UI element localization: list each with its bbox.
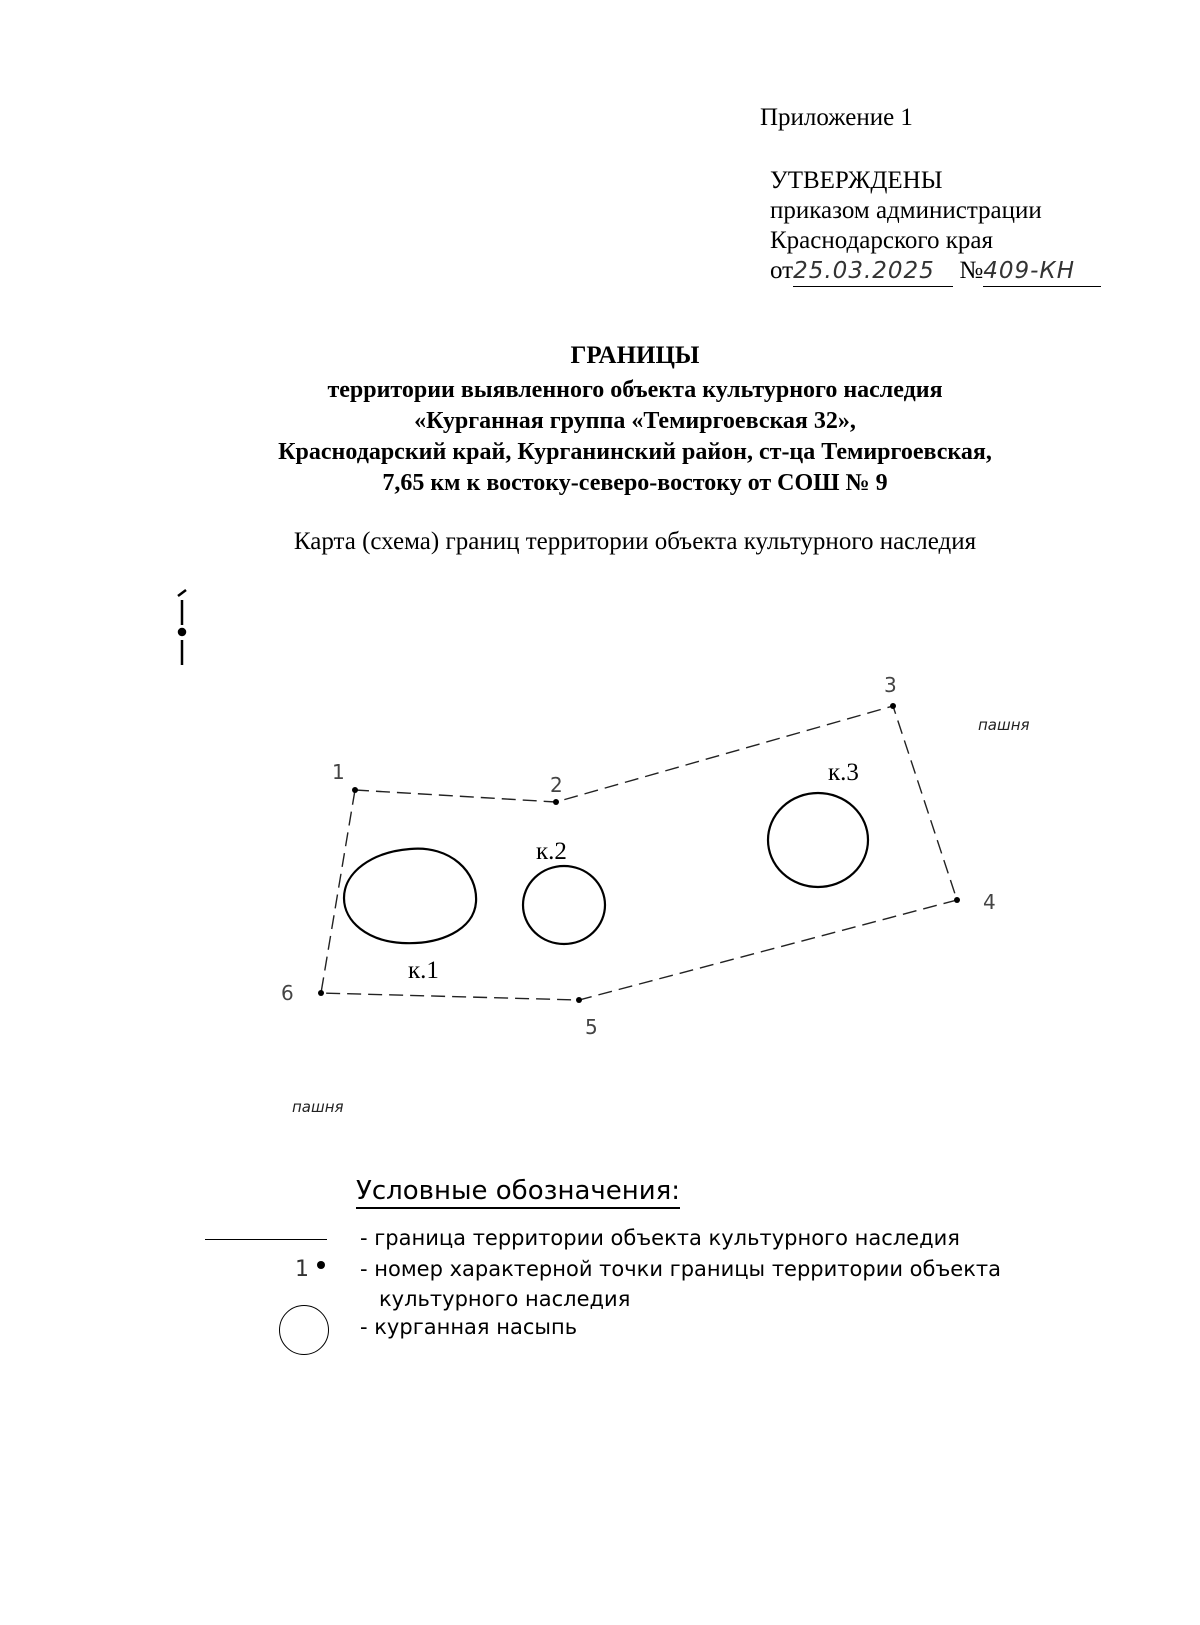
boundary-point-4 — [954, 897, 960, 903]
number-label: № — [959, 257, 984, 284]
from-label: от — [770, 257, 794, 284]
field-label-bottom: пашня — [292, 1098, 344, 1116]
field-label-top: пашня — [978, 716, 1030, 734]
subtitle-line: «Курганная группа «Темиргоевская 32», — [414, 408, 856, 434]
point-label-4: 4 — [983, 890, 996, 914]
subtitle-line: Краснодарский край, Курганинский район, ст-ца Темиргоевская, — [278, 439, 992, 465]
subtitle-line: 7,65 км к востоку-северо-востоку от СОШ № 9 — [382, 470, 888, 496]
approved-title: УТВЕРЖДЕНЫ — [770, 167, 943, 194]
approved-line-2: приказом администрации — [770, 197, 1042, 224]
legend-mound-text: - курганная насыпь — [360, 1315, 578, 1339]
mound-label-1: к.1 — [408, 957, 439, 984]
legend-point-text: - номер характерной точки границы территории объекта — [360, 1257, 1002, 1281]
legend-boundary-text: - граница территории объекта культурного наследия — [360, 1226, 960, 1250]
mound-2 — [523, 866, 605, 944]
territory-boundary — [321, 706, 957, 1000]
mound-3 — [768, 793, 868, 887]
boundary-point-2 — [553, 799, 559, 805]
handwritten-number: 409-КН — [983, 258, 1076, 284]
handwritten-date: 25.03.2025 — [793, 258, 935, 284]
point-label-3: 3 — [884, 673, 897, 697]
legend-boundary-line — [205, 1239, 327, 1240]
subtitle-line: территории выявленного объекта культурного наследия — [327, 377, 943, 403]
boundary-point-1 — [352, 787, 358, 793]
legend-title: Условные обозначения: — [356, 1176, 680, 1209]
boundary-point-6 — [318, 990, 324, 996]
map-title: Карта (схема) границ территории объекта культурного наследия — [293, 528, 977, 555]
document-title: ГРАНИЦЫ — [570, 342, 700, 369]
legend-point-text-cont: культурного наследия — [379, 1287, 631, 1311]
mound-1 — [344, 849, 476, 944]
mound-label-2: к.2 — [536, 838, 567, 865]
approved-line-3: Краснодарского края — [770, 227, 993, 254]
boundary-point-3 — [890, 703, 896, 709]
mound-label-3: к.3 — [828, 759, 859, 786]
legend-point-dot-icon — [317, 1261, 325, 1269]
point-label-2: 2 — [550, 773, 563, 797]
point-label-6: 6 — [281, 981, 294, 1005]
legend-mound-circle-icon — [279, 1305, 329, 1355]
point-label-5: 5 — [585, 1015, 598, 1039]
legend-point-number: 1 — [295, 1257, 309, 1282]
appendix-label: Приложение 1 — [760, 104, 913, 131]
point-label-1: 1 — [332, 760, 345, 784]
boundary-point-5 — [576, 997, 582, 1003]
north-arrow-icon — [178, 590, 186, 665]
